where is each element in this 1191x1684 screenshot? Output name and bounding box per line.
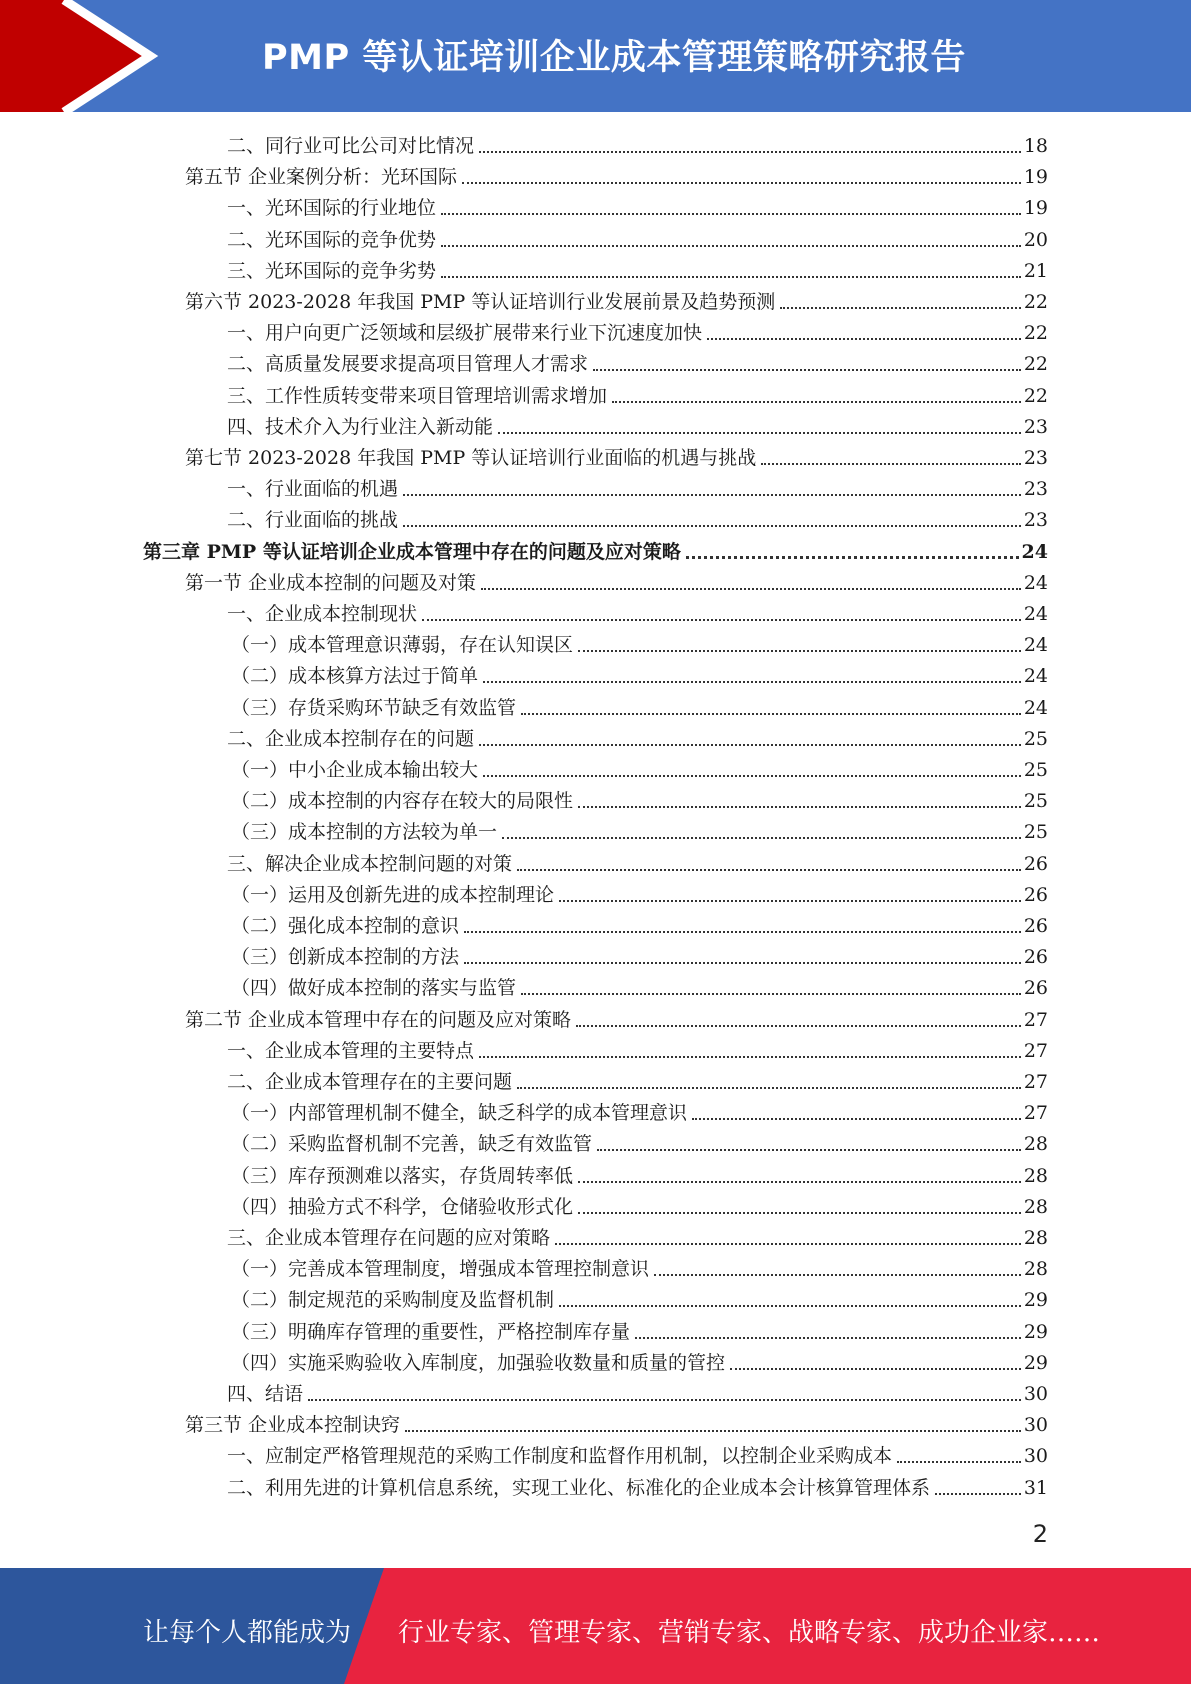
toc-entry-label: 第三章 PMP 等认证培训企业成本管理中存在的问题及应对策略 (143, 540, 681, 563)
toc-entry-label: 三、光环国际的竞争劣势 (227, 259, 437, 282)
page-header (0, 0, 1191, 112)
toc-dot-leader (635, 1337, 1021, 1339)
toc-dot-leader (761, 463, 1021, 465)
toc-entry-page: 28 (1023, 1133, 1048, 1156)
toc-entry[interactable] (227, 221, 1048, 252)
toc-entry-label: 第三节 企业成本控制诀窍 (185, 1414, 401, 1437)
toc-entry-page: 28 (1023, 1227, 1048, 1249)
page-number: 2 (1032, 1520, 1048, 1548)
toc-entry[interactable] (231, 969, 1048, 1000)
toc-entry-page: 28 (1023, 1195, 1048, 1218)
toc-entry-page: 25 (1023, 790, 1048, 813)
toc-entry-page: 27 (1023, 1071, 1048, 1093)
toc-entry-page: 29 (1023, 1289, 1048, 1312)
footer-slogan-right: 行业专家、管理专家、营销专家、战略专家、成功企业家…… (398, 1618, 1101, 1648)
toc-dot-leader (308, 1399, 1021, 1401)
toc-entry[interactable] (231, 1313, 1048, 1344)
toc-dot-leader (578, 1181, 1021, 1183)
toc-entry-page: 24 (1023, 696, 1048, 719)
toc-entry-page: 25 (1023, 759, 1048, 781)
toc-dot-leader (517, 869, 1021, 871)
toc-dot-leader (464, 962, 1021, 964)
toc-dot-leader (897, 1461, 1021, 1463)
toc-entry-page: 28 (1023, 1258, 1048, 1281)
toc-entry[interactable] (231, 1188, 1048, 1219)
toc-entry-label: 一、企业成本控制现状 (227, 603, 418, 625)
toc-entry-page: 27 (1023, 1039, 1048, 1062)
toc-entry-page: 22 (1023, 291, 1048, 313)
toc-entry-page: 26 (1023, 852, 1048, 875)
toc-entry-page: 20 (1023, 228, 1048, 251)
toc-entry-label: 二、行业面临的挑战 (227, 509, 399, 532)
toc-dot-leader (654, 1274, 1021, 1276)
toc-entry[interactable] (227, 345, 1048, 376)
toc-entry[interactable] (227, 1063, 1048, 1094)
toc-dot-leader (479, 1056, 1021, 1058)
toc-dot-leader (707, 338, 1021, 340)
toc-entry[interactable] (227, 845, 1048, 876)
footer-slogan-left: 让每个人都能成为 (143, 1618, 352, 1648)
toc-entry[interactable] (227, 1375, 1048, 1406)
toc-entry[interactable] (185, 439, 1048, 470)
toc-entry-page: 19 (1023, 166, 1048, 189)
toc-entry[interactable] (143, 533, 1048, 564)
toc-entry-page: 24 (1021, 540, 1048, 563)
toc-entry-label: （三）创新成本控制的方法 (231, 946, 460, 969)
toc-entry-page: 18 (1023, 135, 1048, 157)
toc-entry[interactable] (231, 751, 1048, 782)
toc-entry[interactable] (231, 689, 1048, 720)
toc-entry[interactable] (227, 501, 1048, 532)
toc-entry[interactable] (185, 158, 1048, 189)
toc-entry[interactable] (227, 1219, 1048, 1250)
toc-dot-leader (686, 556, 1019, 559)
toc-dot-leader (441, 213, 1021, 215)
toc-entry-label: （四）抽验方式不科学，仓储验收形式化 (231, 1195, 574, 1218)
toc-dot-leader (578, 650, 1021, 652)
toc-entry-page: 24 (1023, 634, 1048, 657)
toc-entry-page: 23 (1023, 447, 1048, 469)
toc-entry-page: 25 (1023, 821, 1048, 844)
toc-dot-leader (481, 588, 1021, 590)
toc-entry-page: 21 (1023, 259, 1048, 282)
toc-entry-label: 第一节 企业成本控制的问题及对策 (185, 571, 477, 594)
toc-dot-leader (422, 619, 1021, 621)
toc-entry-label: （一）完善成本管理制度，增强成本管理控制意识 (231, 1258, 650, 1281)
toc-entry-label: 第二节 企业成本管理中存在的问题及应对策略 (185, 1008, 572, 1031)
toc-entry-page: 22 (1023, 384, 1048, 407)
toc-entry-page: 25 (1023, 727, 1048, 750)
toc-entry-label: 四、技术介入为行业注入新动能 (227, 415, 494, 438)
toc-entry-label: 一、应制定严格管理规范的采购工作制度和监督作用机制，以控制企业采购成本 (227, 1445, 893, 1468)
toc-entry-label: （三）库存预测难以落实，存货周转率低 (231, 1164, 574, 1187)
toc-entry-page: 29 (1023, 1320, 1048, 1343)
toc-entry-page: 29 (1023, 1351, 1048, 1374)
toc-entry[interactable] (185, 283, 1048, 314)
toc-dot-leader (403, 494, 1021, 496)
toc-entry[interactable] (185, 1406, 1048, 1437)
toc-dot-leader (597, 1149, 1021, 1151)
toc-entry-label: （二）成本核算方法过于简单 (231, 665, 479, 688)
toc-entry[interactable] (231, 1250, 1048, 1281)
toc-dot-leader (559, 1305, 1021, 1307)
toc-entry-label: 四、结语 (227, 1383, 304, 1405)
toc-dot-leader (730, 1368, 1021, 1370)
toc-entry-page: 30 (1023, 1445, 1048, 1468)
toc-entry[interactable] (231, 1125, 1048, 1156)
toc-entry-label: （一）内部管理机制不健全，缺乏科学的成本管理意识 (231, 1102, 688, 1125)
toc-entry-label: 二、企业成本控制存在的问题 (227, 727, 475, 750)
toc-entry-label: （四）实施采购验收入库制度，加强验收数量和质量的管控 (231, 1351, 726, 1374)
toc-dot-leader (441, 245, 1021, 247)
toc-entry[interactable] (227, 1032, 1048, 1063)
toc-entry-page: 27 (1023, 1102, 1048, 1125)
toc-dot-leader (555, 1243, 1021, 1245)
toc-entry-label: 二、企业成本管理存在的主要问题 (227, 1071, 513, 1093)
toc-entry-label: 一、行业面临的机遇 (227, 478, 399, 501)
toc-entry-label: （三）成本控制的方法较为单一 (231, 821, 498, 844)
toc-entry-label: 三、解决企业成本控制问题的对策 (227, 852, 513, 875)
toc-entry[interactable] (231, 782, 1048, 813)
toc-entry-page: 23 (1023, 478, 1048, 501)
toc-entry-page: 22 (1023, 353, 1048, 376)
toc-dot-leader (935, 1493, 1021, 1495)
toc-entry-label: 二、高质量发展要求提高项目管理人才需求 (227, 353, 589, 376)
toc-entry-page: 24 (1023, 571, 1048, 594)
toc-entry[interactable] (227, 314, 1048, 345)
toc-dot-leader (405, 1430, 1021, 1432)
toc-entry-label: 三、工作性质转变带来项目管理培训需求增加 (227, 384, 608, 407)
toc-entry[interactable] (227, 595, 1048, 626)
toc-entry-label: （二）强化成本控制的意识 (231, 915, 460, 937)
toc-dot-leader (521, 713, 1021, 715)
toc-entry[interactable] (227, 377, 1048, 408)
toc-entry-page: 22 (1023, 322, 1048, 345)
toc-entry-label: 一、光环国际的行业地位 (227, 197, 437, 220)
toc-dot-leader (593, 369, 1021, 371)
toc-entry-page: 26 (1023, 915, 1048, 937)
toc-entry[interactable] (227, 189, 1048, 220)
toc-entry-page: 24 (1023, 603, 1048, 625)
toc-entry-label: （一）成本管理意识薄弱，存在认知误区 (231, 634, 574, 657)
toc-entry-label: 一、企业成本管理的主要特点 (227, 1039, 475, 1062)
toc-entry-label: （一）运用及创新先进的成本控制理论 (231, 883, 555, 906)
toc-entry-page: 31 (1023, 1476, 1048, 1499)
toc-entry-label: （二）制定规范的采购制度及监督机制 (231, 1289, 555, 1312)
toc-dot-leader (578, 806, 1021, 808)
toc-entry-label: 第五节 企业案例分析：光环国际 (185, 166, 458, 189)
toc-entry-page: 26 (1023, 946, 1048, 969)
toc-entry[interactable] (227, 720, 1048, 751)
toc-entry[interactable] (227, 470, 1048, 501)
toc-dot-leader (479, 744, 1021, 746)
toc-entry[interactable] (227, 1437, 1048, 1468)
toc-entry-label: （四）做好成本控制的落实与监管 (231, 977, 517, 1000)
toc-entry-label: 第六节 2023-2028 年我国 PMP 等认证培训行业发展前景及趋势预测 (185, 291, 776, 313)
page-footer (0, 1568, 1191, 1684)
toc-dot-leader (483, 681, 1021, 683)
toc-entry-label: 二、利用先进的计算机信息系统，实现工业化、标准化的企业成本会计核算管理体系 (227, 1476, 931, 1499)
toc-entry-page: 27 (1023, 1008, 1048, 1031)
toc-entry[interactable] (231, 1157, 1048, 1188)
toc-entry-label: （三）存货采购环节缺乏有效监管 (231, 696, 517, 719)
toc-entry-label: 二、同行业可比公司对比情况 (227, 135, 475, 157)
toc-entry-label: （二）成本控制的内容存在较大的局限性 (231, 790, 574, 813)
document-title: PMP 等认证培训企业成本管理策略研究报告 (262, 38, 966, 78)
toc-dot-leader (780, 307, 1021, 309)
toc-dot-leader (441, 276, 1021, 278)
toc-dot-leader (517, 1087, 1021, 1089)
toc-entry[interactable] (227, 1469, 1048, 1500)
toc-entry[interactable] (231, 1344, 1048, 1375)
toc-entry-label: 二、光环国际的竞争优势 (227, 228, 437, 251)
toc-entry-label: 三、企业成本管理存在问题的应对策略 (227, 1227, 551, 1249)
toc-dot-leader (462, 182, 1021, 184)
toc-entry-page: 23 (1023, 509, 1048, 532)
toc-entry-label: （一）中小企业成本输出较大 (231, 759, 479, 781)
toc-dot-leader (498, 432, 1021, 434)
toc-entry[interactable] (231, 1094, 1048, 1125)
toc-entry[interactable] (231, 626, 1048, 657)
toc-entry[interactable] (185, 1001, 1048, 1032)
toc-entry-page: 28 (1023, 1164, 1048, 1187)
toc-entry-label: 第七节 2023-2028 年我国 PMP 等认证培训行业面临的机遇与挑战 (185, 447, 757, 469)
toc-dot-leader (483, 775, 1021, 777)
toc-entry[interactable] (231, 1281, 1048, 1312)
toc-entry[interactable] (227, 127, 1048, 158)
toc-entry-page: 30 (1023, 1383, 1048, 1405)
toc-dot-leader (464, 931, 1021, 933)
toc-dot-leader (578, 1212, 1021, 1214)
toc-dot-leader (692, 1118, 1021, 1120)
toc-entry-page: 26 (1023, 883, 1048, 906)
toc-entry[interactable] (231, 813, 1048, 844)
toc-entry[interactable] (227, 252, 1048, 283)
toc-dot-leader (521, 993, 1021, 995)
toc-entry[interactable] (227, 408, 1048, 439)
toc-dot-leader (576, 1025, 1021, 1027)
toc-entry[interactable] (231, 657, 1048, 688)
toc-entry[interactable] (185, 564, 1048, 595)
toc-entry-page: 26 (1023, 977, 1048, 1000)
toc-entry-page: 30 (1023, 1414, 1048, 1437)
toc-entry[interactable] (231, 938, 1048, 969)
toc-dot-leader (403, 525, 1021, 527)
toc-entry[interactable] (231, 876, 1048, 907)
toc-entry-page: 23 (1023, 415, 1048, 438)
toc-entry-page: 19 (1023, 197, 1048, 220)
toc-dot-leader (479, 151, 1021, 153)
toc-entry[interactable] (231, 907, 1048, 938)
toc-dot-leader (502, 837, 1021, 839)
toc-entry-label: （三）明确库存管理的重要性，严格控制库存量 (231, 1320, 631, 1343)
toc-dot-leader (559, 900, 1021, 902)
toc-entry-page: 24 (1023, 665, 1048, 688)
toc-entry-label: （二）采购监督机制不完善，缺乏有效监管 (231, 1133, 593, 1156)
toc-dot-leader (612, 401, 1021, 403)
toc-entry-label: 一、用户向更广泛领域和层级扩展带来行业下沉速度加快 (227, 322, 703, 345)
